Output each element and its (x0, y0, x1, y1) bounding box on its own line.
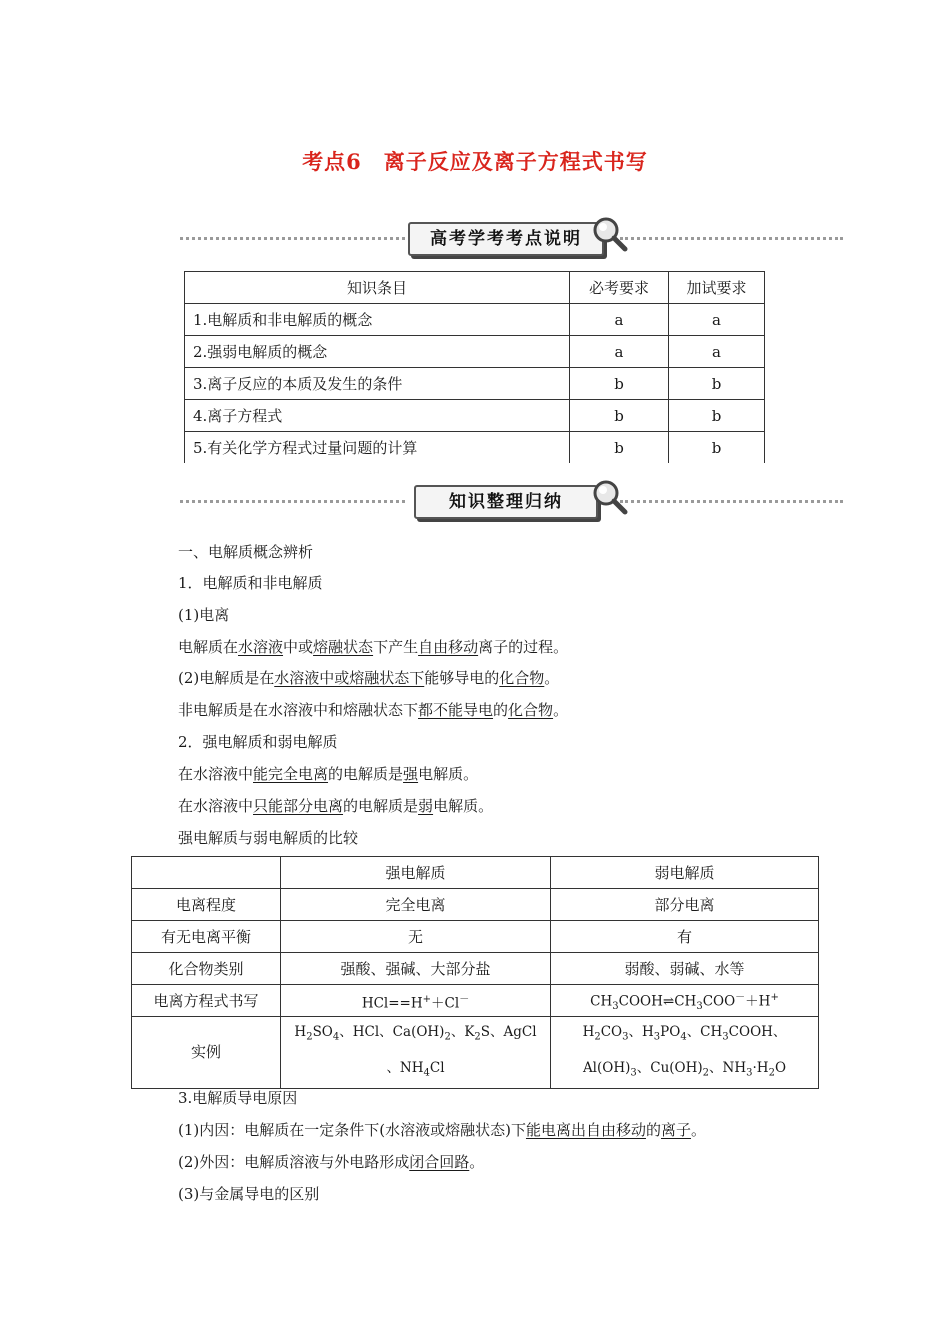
header-cell (132, 857, 281, 889)
table-cell: 弱酸、弱碱、水等 (551, 953, 819, 985)
text: 。 (691, 1121, 707, 1139)
table-cell: 化合物类别 (132, 953, 281, 985)
table-cell: b (570, 432, 669, 464)
paragraph: (1)电离 (178, 606, 230, 624)
formula-part: Cl (444, 995, 460, 1012)
table-cell: 电离程度 (132, 889, 281, 921)
subscript: 3 (630, 1067, 637, 1079)
examples-line (559, 1017, 810, 1053)
table-row (185, 336, 765, 368)
blank-answer: 强 (403, 765, 419, 783)
header-cell: 必考要求 (570, 272, 669, 304)
table-cell: 实例 (132, 1017, 281, 1089)
text: 非电解质是在水溶液中和熔融状态下 (178, 701, 419, 719)
table-cell: a (570, 336, 669, 368)
blank-answer: 水溶液 (238, 638, 284, 656)
subsection-heading: 1．电解质和非电解质 (178, 574, 323, 592)
ionization-equation-weak (551, 985, 819, 1017)
charge: + (770, 992, 779, 1004)
header-cell: 知识条目 (185, 272, 570, 304)
subscript: 2 (306, 1031, 313, 1043)
formula-part: COO (702, 993, 736, 1010)
table-cell: 有无电离平衡 (132, 921, 281, 953)
text: 在水溶液中 (178, 797, 254, 815)
table-cell: 强酸、强碱、大部分盐 (281, 953, 551, 985)
paragraph: (3)与金属导电的区别 (178, 1185, 320, 1203)
subscript: 3 (696, 1001, 703, 1013)
section-banner-exam-notes (180, 218, 843, 258)
charge: － (735, 992, 746, 1004)
dotted-divider (620, 500, 843, 503)
table-cell: 完全电离 (281, 889, 551, 921)
subscript: 4 (332, 1031, 340, 1043)
equilibrium-arrow: ⇌ (662, 993, 675, 1010)
plus-sign: ＋ (431, 995, 445, 1012)
paragraph (178, 795, 493, 816)
table-cell: 有 (551, 921, 819, 953)
examples-line (289, 1053, 542, 1089)
banner-label: 高考学考考点说明 (408, 222, 604, 256)
text: 离子的过程。 (478, 638, 569, 656)
table-header-row (132, 857, 819, 889)
header-cell: 强电解质 (281, 857, 551, 889)
paragraph (178, 763, 478, 784)
blank-answer: 能电离出自由移动 (525, 1121, 646, 1139)
formula-part: 、NH (709, 1059, 747, 1076)
blank-answer: 化合物 (499, 669, 545, 687)
page-title: 考点6 离子反应及离子方程式书写 (302, 149, 648, 174)
table-cell: b (669, 400, 765, 432)
dotted-divider (180, 500, 405, 503)
table-row (185, 368, 765, 400)
charge: + (422, 993, 432, 1005)
paragraph (178, 1151, 484, 1172)
section-heading: 一、电解质概念辨析 (178, 543, 314, 561)
formula-part: O (774, 1059, 787, 1076)
formula-part: 、H (628, 1024, 654, 1040)
formula-part: 、CH (686, 1024, 723, 1040)
formula-part: CH (674, 993, 697, 1010)
table-cell: b (669, 432, 765, 464)
formula-part: PO (660, 1024, 681, 1040)
subscript: 4 (423, 1067, 430, 1079)
table-cell: 无 (281, 921, 551, 953)
blank-answer: 熔融状态 (313, 638, 374, 656)
subscript: 3 (622, 1031, 629, 1043)
formula-part: H (582, 1024, 595, 1040)
subscript: 3 (722, 1031, 729, 1043)
text: 在水溶液中 (178, 765, 254, 783)
strong-weak-electrolyte-table (131, 856, 819, 1089)
table-header-row (185, 272, 765, 304)
examples-weak (551, 1017, 819, 1089)
formula-part: SO (312, 1024, 333, 1040)
table-cell: 3.离子反应的本质及发生的条件 (185, 368, 570, 400)
blank-answer: 自由移动 (418, 638, 479, 656)
subscript: 2 (444, 1031, 451, 1043)
table-row (132, 1017, 819, 1089)
text: 电解质。 (418, 765, 479, 783)
formula-part: 、HCl、Ca(OH) (339, 1024, 445, 1040)
text: 的电解质是 (328, 765, 404, 783)
knowledge-requirements-table (184, 271, 765, 463)
text: 电解质。 (433, 797, 494, 815)
table-cell: b (570, 368, 669, 400)
formula-part: ·H (752, 1059, 769, 1076)
charge: － (459, 993, 470, 1005)
header-cell: 加试要求 (669, 272, 765, 304)
table-cell: 1.电解质和非电解质的概念 (185, 304, 570, 336)
paragraph (178, 667, 559, 688)
table-row (132, 985, 819, 1017)
text: 。 (469, 1153, 485, 1171)
formula-part: CO (600, 1024, 623, 1040)
table-row (132, 921, 819, 953)
formula-part: S、AgCl (480, 1024, 537, 1040)
blank-answer: 能完全电离 (253, 765, 329, 783)
subscript: 3 (746, 1067, 753, 1079)
formula-part: CH (590, 993, 613, 1010)
paragraph: 强电解质与弱电解质的比较 (178, 829, 359, 847)
text: (2)外因：电解质溶液与外电路形成 (178, 1153, 410, 1171)
dotted-divider (620, 237, 843, 240)
text: 。 (544, 669, 560, 687)
table-row (185, 304, 765, 336)
blank-answer: 离子 (661, 1121, 692, 1139)
table-cell: b (669, 368, 765, 400)
subsection-heading: 2．强电解质和弱电解质 (178, 733, 338, 751)
text: (1)内因：电解质在一定条件下(水溶液或熔融状态)下 (178, 1121, 526, 1139)
text: 。 (553, 701, 569, 719)
formula-part: 、Cu(OH) (636, 1059, 703, 1076)
text: 能够导电的 (424, 669, 500, 687)
header-cell: 弱电解质 (551, 857, 819, 889)
blank-answer: 化合物 (508, 701, 554, 719)
formula-part: H (410, 995, 423, 1012)
formula-part: Al(OH) (582, 1059, 631, 1076)
formula-part: 、K (450, 1024, 475, 1040)
text: 的 (645, 1121, 661, 1139)
formula-part: 、NH (386, 1059, 424, 1076)
table-cell: a (669, 304, 765, 336)
formula-part: COOH (618, 993, 663, 1010)
equals-sign: == (388, 995, 411, 1012)
table-cell: a (570, 304, 669, 336)
text: 的电解质是 (343, 797, 419, 815)
subscript: 2 (474, 1031, 481, 1043)
table-cell: b (570, 400, 669, 432)
magnifier-icon (590, 477, 630, 517)
paragraph (178, 699, 568, 720)
blank-answer: 只能部分电离 (253, 797, 344, 815)
subscript: 2 (702, 1067, 710, 1079)
section-banner-knowledge-summary (180, 481, 843, 521)
text: (2)电解质是在 (178, 669, 275, 687)
formula-part: H (294, 1024, 307, 1040)
text: 下产生 (373, 638, 419, 656)
table-cell: a (669, 336, 765, 368)
paragraph (178, 1119, 706, 1140)
table-cell: 电离方程式书写 (132, 985, 281, 1017)
text: 中或 (283, 638, 314, 656)
subscript: 2 (768, 1067, 775, 1079)
blank-answer: 都不能导电 (418, 701, 494, 719)
dotted-divider (180, 237, 405, 240)
table-row (185, 400, 765, 432)
table-row (132, 953, 819, 985)
blank-answer: 水溶液中或熔融状态下 (274, 669, 425, 687)
table-row (185, 432, 765, 464)
text: 的 (493, 701, 509, 719)
subsection-heading: 3.电解质导电原因 (178, 1089, 298, 1107)
examples-line (559, 1053, 810, 1089)
banner-label: 知识整理归纳 (414, 485, 598, 519)
formula-part: COOH、 (728, 1024, 787, 1040)
examples-line (289, 1017, 542, 1053)
examples-strong (281, 1017, 551, 1089)
subscript: 3 (612, 1001, 619, 1013)
table-cell: 5.有关化学方程式过量问题的计算 (185, 432, 570, 464)
blank-answer: 闭合回路 (409, 1153, 470, 1171)
ionization-equation-strong (281, 985, 551, 1017)
formula-part: H (758, 993, 771, 1010)
table-cell: 4.离子方程式 (185, 400, 570, 432)
table-cell: 部分电离 (551, 889, 819, 921)
table-row (132, 889, 819, 921)
subscript: 4 (680, 1031, 687, 1043)
paragraph (178, 636, 568, 657)
formula-part: Cl (429, 1059, 445, 1076)
subscript: 2 (594, 1031, 601, 1043)
plus-sign: ＋ (745, 993, 759, 1010)
subscript: 3 (653, 1031, 661, 1043)
blank-answer: 弱 (418, 797, 434, 815)
magnifier-icon (590, 214, 630, 254)
table-cell: 2.强弱电解质的概念 (185, 336, 570, 368)
text: 电解质在 (178, 638, 239, 656)
formula-part: HCl (361, 995, 389, 1012)
